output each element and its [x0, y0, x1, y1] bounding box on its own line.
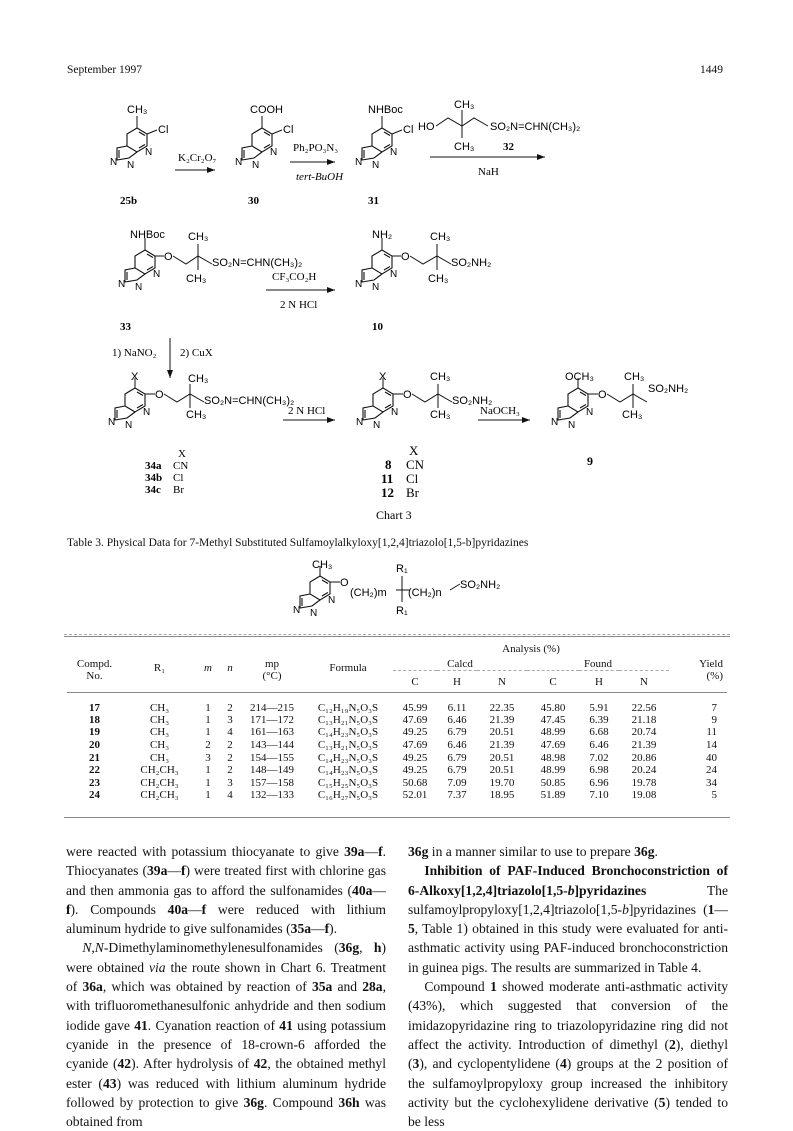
cell-no: 24	[89, 789, 100, 802]
header-no: No.	[86, 670, 103, 682]
cell-fc: 45.80	[540, 701, 566, 714]
body-left-column	[66, 842, 386, 1131]
header-found-c: C	[549, 675, 557, 688]
svg-text:34b: 34b	[145, 472, 163, 484]
cell-fc: 47.69	[540, 738, 566, 751]
structure-8-11-12	[356, 371, 492, 500]
structure-31	[355, 104, 413, 207]
cell-fn: 20.86	[631, 751, 657, 764]
table3-general-structure	[293, 559, 500, 619]
cell-cn: 21.39	[489, 713, 515, 726]
header-formula: Formula	[329, 662, 367, 674]
svg-text:(CH₂)n: (CH₂)n	[408, 587, 442, 599]
cell-r1: CH₂CH₃	[140, 764, 179, 777]
cell-y: 11	[706, 726, 717, 739]
cell-fc: 50.85	[540, 776, 566, 789]
cell-n: 2	[227, 751, 233, 764]
cell-formula: C₁₄H₂₃N₅O₃S	[317, 764, 379, 777]
svg-text:O: O	[340, 577, 349, 589]
header-r1: R₁	[153, 662, 166, 674]
table-row	[67, 739, 727, 752]
cell-cn: 18.95	[489, 789, 515, 802]
cell-ch: 6.46	[447, 738, 467, 751]
paragraph-r3: Compound 1 showed moderate anti-asthmatic activity (43%), which suggested that conversion of the imidazopyridazine ring to triazolopyridazine ring did not affect the activity. Introduction of dimethyl (2), diethyl (3), and cyclopentylidene (4) groups at the 2 position of the sulfamoylpropyloxy group increased the inhibitory activity but the cyclohexylidene derivative (5) tended to be less	[408, 979, 729, 1130]
svg-text:K₂Cr₂O₇: K₂Cr₂O₇	[178, 152, 217, 164]
svg-text:Br: Br	[406, 485, 419, 500]
svg-text:N: N	[356, 417, 364, 428]
cell-fn: 21.18	[631, 713, 657, 726]
cell-mp: 171—172	[250, 713, 294, 726]
svg-text:SO₂N=CHN(CH₃)₂: SO₂N=CHN(CH₃)₂	[490, 121, 581, 133]
svg-text:1) NaNO₂: 1) NaNO₂	[112, 347, 157, 359]
svg-text:OCH₃: OCH₃	[565, 371, 594, 383]
svg-text:12: 12	[381, 485, 394, 500]
label-9: 9	[587, 454, 593, 468]
cell-r1: CH₃	[149, 713, 170, 726]
svg-text:R₁: R₁	[396, 563, 408, 575]
cell-formula: C₁₆H₂₇N₅O₃S	[317, 789, 379, 802]
svg-text:N: N	[127, 160, 135, 171]
header-n: n	[227, 662, 233, 674]
structure-34	[108, 371, 294, 496]
svg-text:N: N	[372, 160, 380, 171]
svg-text:N: N	[143, 407, 151, 418]
label-31: 31	[368, 195, 379, 207]
cell-n: 4	[227, 726, 233, 739]
cell-fn: 20.74	[631, 726, 657, 739]
svg-text:11: 11	[381, 471, 394, 486]
table-row	[67, 714, 727, 727]
svg-text:N: N	[551, 417, 559, 428]
svg-text:Cl: Cl	[173, 472, 184, 484]
svg-text:Cl: Cl	[158, 124, 169, 136]
header-calcd-n: N	[498, 675, 506, 688]
svg-text:N: N	[110, 157, 118, 168]
svg-text:O: O	[403, 389, 412, 401]
cell-y: 34	[706, 776, 717, 789]
svg-text:O: O	[155, 389, 164, 401]
cell-cn: 20.51	[489, 726, 515, 739]
header-analysis: Analysis (%)	[502, 643, 560, 655]
cell-m: 1	[205, 789, 211, 802]
cell-y: 7	[711, 701, 717, 714]
label-32: 32	[503, 141, 514, 153]
svg-text:2) CuX: 2) CuX	[180, 347, 213, 359]
cell-r1: CH₃	[149, 738, 170, 751]
svg-text:CH₃: CH₃	[188, 373, 209, 385]
page-number: 1449	[700, 64, 723, 76]
header-found-h: H	[595, 675, 603, 688]
cell-fn: 22.56	[631, 701, 657, 714]
structure-32	[418, 99, 580, 153]
cell-mp: 214—215	[250, 701, 294, 714]
cell-fh: 6.68	[589, 726, 609, 739]
cell-n: 3	[227, 713, 233, 726]
header-found-n: N	[640, 675, 648, 688]
svg-text:NaOCH₃: NaOCH₃	[480, 405, 520, 417]
cell-fn: 20.24	[631, 764, 657, 777]
svg-text:N: N	[310, 608, 318, 619]
cell-r1: CH₃	[149, 726, 170, 739]
svg-text:Cl: Cl	[283, 124, 294, 136]
svg-text:34c: 34c	[145, 484, 161, 496]
cell-fh: 6.46	[589, 738, 609, 751]
cell-m: 2	[205, 738, 211, 751]
cell-ch: 7.37	[447, 789, 467, 802]
svg-text:CF₃CO₂H: CF₃CO₂H	[272, 271, 317, 283]
paragraph-l1: were reacted with potassium thiocyanate to give 39a—f. Thiocyanates (39a—f) were treated first with chlorine gas and then ammonia gas to afford the sulfonamides (40a—f). Compounds 40a—f were reduced with lithium aluminum hydride to give sulfonamides (35a—f).	[66, 844, 387, 937]
table-row	[67, 764, 727, 777]
cell-r1: CH₂CH₃	[140, 776, 179, 789]
svg-text:SO₂N=CHN(CH₃)₂: SO₂N=CHN(CH₃)₂	[212, 257, 303, 269]
svg-text:Br: Br	[173, 484, 184, 496]
svg-text:N: N	[118, 279, 126, 290]
structure-25b	[110, 104, 168, 207]
cell-ch: 7.09	[447, 776, 467, 789]
svg-text:X: X	[409, 443, 419, 458]
svg-text:Cl: Cl	[403, 124, 414, 136]
cell-y: 40	[706, 751, 717, 764]
header-compd: Compd.	[76, 658, 113, 670]
cell-m: 1	[205, 701, 211, 714]
cell-m: 1	[205, 713, 211, 726]
cell-no: 17	[89, 701, 100, 714]
cell-ch: 6.11	[447, 701, 467, 714]
svg-text:CH₃: CH₃	[624, 371, 645, 383]
cell-fh: 6.98	[589, 764, 609, 777]
svg-text:NaH: NaH	[478, 166, 499, 178]
svg-text:X: X	[178, 448, 186, 460]
table-row	[67, 693, 727, 714]
svg-text:N: N	[372, 282, 380, 293]
cell-fn: 19.78	[631, 776, 657, 789]
cell-no: 21	[89, 751, 100, 764]
paragraph-l2: N,N-Dimethylaminomethylenesulfonamides (36g, h) were obtained via the route shown in Chart 6. Treatment of 36a, which was obtained by reaction of 35a and 28a, with trifluoromethanesulfonic anhydride and then sodium iodide gave 41. Cyanation reaction of 41 using potassium cyanide in the presence of 18-crown-6 afforded the cyanide (42). After hydrolysis of 42, the obtained methyl ester (43) was reduced with lithium aluminum hydride followed by protection to give 36g. Compound 36h was obtained from	[66, 940, 387, 1130]
cell-r1: CH₂CH₃	[140, 789, 179, 802]
svg-text:N: N	[252, 160, 260, 171]
svg-text:CH₃: CH₃	[188, 231, 209, 243]
svg-text:COOH: COOH	[250, 104, 283, 116]
svg-text:SO₂NH₂: SO₂NH₂	[460, 579, 501, 591]
cell-m: 3	[205, 751, 211, 764]
cell-m: 1	[205, 776, 211, 789]
svg-text:SO₂NH₂: SO₂NH₂	[648, 383, 689, 395]
cell-mp: 154—155	[250, 751, 294, 764]
structure-10	[355, 229, 491, 333]
cell-y: 5	[711, 789, 717, 802]
cell-formula: C₁₃H₂₁N₅O₃S	[317, 738, 379, 751]
cell-r1: CH₃	[149, 701, 170, 714]
svg-text:N: N	[328, 595, 336, 606]
cell-fc: 48.99	[540, 726, 566, 739]
header-calcd: Calcd	[393, 658, 527, 671]
svg-text:N: N	[391, 407, 399, 418]
body-right-column	[408, 842, 728, 1131]
cell-mp: 143—144	[250, 738, 294, 751]
cell-n: 2	[227, 764, 233, 777]
cell-formula: C₁₄H₂₃N₅O₃S	[317, 726, 379, 739]
cell-fh: 6.39	[589, 713, 609, 726]
structure-9	[551, 371, 688, 468]
svg-text:CH₃: CH₃	[127, 104, 148, 116]
cell-cc: 47.69	[402, 713, 428, 726]
svg-text:X: X	[379, 371, 387, 383]
header-mp: mp	[264, 658, 280, 670]
cell-cn: 19.70	[489, 776, 515, 789]
paragraph-r1: 36g in a manner similar to use to prepare 36g.	[408, 844, 658, 859]
cell-cc: 50.68	[402, 776, 428, 789]
svg-text:CH₃: CH₃	[454, 99, 475, 111]
svg-text:CH₃: CH₃	[186, 409, 207, 421]
svg-text:(CH₂)m: (CH₂)m	[350, 587, 387, 599]
svg-text:Cl: Cl	[406, 471, 419, 486]
svg-text:X: X	[131, 371, 139, 383]
svg-text:CH₃: CH₃	[428, 273, 449, 285]
table3	[67, 640, 727, 802]
cell-formula: C₁₅H₂₅N₅O₃S	[317, 776, 379, 789]
chart-label: Chart 3	[376, 508, 412, 522]
header-calcd-c: C	[411, 675, 419, 688]
cell-cn: 20.51	[489, 751, 515, 764]
svg-text:N: N	[135, 282, 143, 293]
svg-text:O: O	[401, 251, 410, 263]
table-top-rule	[64, 634, 730, 635]
header-found: Found	[527, 658, 669, 671]
header-calcd-h: H	[453, 675, 461, 688]
cell-fn: 19.08	[631, 789, 657, 802]
table-top-rule-2	[64, 636, 730, 637]
cell-mp: 132—133	[250, 789, 294, 802]
svg-text:CH₃: CH₃	[312, 559, 333, 571]
svg-text:HO: HO	[418, 121, 435, 133]
cell-cn: 20.51	[489, 764, 515, 777]
svg-text:CN: CN	[173, 460, 189, 472]
cell-fh: 7.02	[589, 751, 609, 764]
cell-no: 20	[89, 738, 100, 751]
cell-formula: C₁₃H₂₁N₅O₃S	[317, 713, 379, 726]
svg-text:N: N	[125, 420, 133, 431]
table-row	[67, 776, 727, 789]
cell-fc: 48.98	[540, 751, 566, 764]
svg-text:O: O	[164, 251, 173, 263]
svg-text:N: N	[355, 157, 363, 168]
cell-y: 14	[706, 738, 717, 751]
svg-text:SO₂NH₂: SO₂NH₂	[452, 395, 493, 407]
cell-no: 18	[89, 713, 100, 726]
svg-text:NH₂: NH₂	[372, 229, 393, 241]
label-33: 33	[120, 321, 131, 333]
cell-m: 1	[205, 764, 211, 777]
cell-r1: CH₃	[149, 751, 170, 764]
cell-ch: 6.79	[447, 726, 467, 739]
header-yield-unit: (%)	[706, 670, 723, 682]
svg-text:N: N	[586, 407, 594, 418]
svg-text:N: N	[390, 269, 398, 280]
svg-text:2 N HCl: 2 N HCl	[280, 299, 318, 311]
svg-text:Ph₂PO₃N₃: Ph₂PO₃N₃	[293, 142, 339, 154]
svg-text:N: N	[153, 269, 161, 280]
svg-text:N: N	[108, 417, 116, 428]
cell-n: 2	[227, 738, 233, 751]
svg-text:CN: CN	[406, 457, 425, 472]
structure-30	[235, 104, 293, 207]
svg-text:N: N	[270, 147, 278, 158]
svg-text:N: N	[293, 605, 301, 616]
svg-text:2 N HCl: 2 N HCl	[288, 405, 326, 417]
cell-ch: 6.46	[447, 713, 467, 726]
svg-text:NHBoc: NHBoc	[130, 229, 165, 241]
svg-text:N: N	[568, 420, 576, 431]
cell-fc: 47.45	[540, 713, 566, 726]
cell-y: 24	[706, 764, 717, 777]
svg-text:SO₂NH₂: SO₂NH₂	[451, 257, 492, 269]
svg-text:CH₃: CH₃	[430, 371, 451, 383]
svg-text:CH₃: CH₃	[622, 409, 643, 421]
cell-fh: 5.91	[589, 701, 609, 714]
cell-cn: 22.35	[489, 701, 515, 714]
svg-text:O: O	[598, 389, 607, 401]
svg-text:tert-BuOH: tert-BuOH	[296, 171, 344, 183]
table-row	[67, 789, 727, 802]
cell-cc: 49.25	[402, 726, 428, 739]
header-mp-unit: (°C)	[262, 670, 282, 682]
svg-text:34a: 34a	[145, 460, 162, 472]
label-30: 30	[248, 195, 259, 207]
cell-y: 9	[711, 713, 717, 726]
svg-text:CH₃: CH₃	[454, 141, 475, 153]
table-row	[67, 726, 727, 739]
label-25b: 25b	[120, 195, 138, 207]
svg-text:8: 8	[385, 457, 392, 472]
cell-fc: 48.99	[540, 764, 566, 777]
cell-n: 2	[227, 701, 233, 714]
svg-text:NHBoc: NHBoc	[368, 104, 403, 116]
cell-cc: 47.69	[402, 738, 428, 751]
svg-text:N: N	[390, 147, 398, 158]
svg-text:SO₂N=CHN(CH₃)₂: SO₂N=CHN(CH₃)₂	[204, 395, 295, 407]
cell-no: 22	[89, 764, 100, 777]
header-m: m	[204, 662, 212, 674]
cell-ch: 6.79	[447, 751, 467, 764]
table-bottom-rule	[64, 817, 730, 818]
cell-fc: 51.89	[540, 789, 566, 802]
cell-cc: 49.25	[402, 764, 428, 777]
table3-caption: Table 3. Physical Data for 7-Methyl Substituted Sulfamoylalkyloxy[1,2,4]triazolo[1,5-b]pyridazines	[67, 537, 529, 549]
cell-fn: 21.39	[631, 738, 657, 751]
svg-text:CH₃: CH₃	[186, 273, 207, 285]
cell-cc: 45.99	[402, 701, 428, 714]
svg-text:N: N	[145, 147, 153, 158]
cell-no: 19	[89, 726, 100, 739]
svg-text:CH₃: CH₃	[430, 409, 451, 421]
cell-fh: 7.10	[589, 789, 609, 802]
cell-no: 23	[89, 776, 100, 789]
header-yield: Yield	[699, 658, 723, 670]
svg-text:CH₃: CH₃	[430, 231, 451, 243]
cell-cc: 52.01	[402, 789, 428, 802]
cell-n: 3	[227, 776, 233, 789]
cell-mp: 157—158	[250, 776, 294, 789]
cell-formula: C₁₄H₂₃N₅O₃S	[317, 751, 379, 764]
svg-text:R₁: R₁	[396, 605, 408, 617]
paragraph-r2: Inhibition of PAF-Induced Bronchoconstriction of 6-Alkoxy[1,2,4]triazolo[1,5-b]pyridazines The sulfamoylpropyloxy[1,2,4]triazolo[1,5-b]pyridazines (1—5, Table 1) obtained in this study were evaluated for anti-asthmatic activity using PAF-induced bronchoconstriction in guinea pigs. The results are summarized in Table 4.	[408, 863, 728, 975]
cell-mp: 161—163	[250, 726, 294, 739]
cell-mp: 148—149	[250, 764, 294, 777]
svg-text:N: N	[355, 279, 363, 290]
cell-formula: C₁₂H₁₉N₅O₃S	[317, 701, 379, 714]
table-row	[67, 751, 727, 764]
running-header-left: September 1997	[67, 64, 143, 76]
svg-text:N: N	[373, 420, 381, 431]
svg-text:N: N	[235, 157, 243, 168]
cell-cn: 21.39	[489, 738, 515, 751]
label-10: 10	[372, 321, 383, 333]
cell-cc: 49.25	[402, 751, 428, 764]
cell-n: 4	[227, 789, 233, 802]
cell-fh: 6.96	[589, 776, 609, 789]
cell-ch: 6.79	[447, 764, 467, 777]
cell-m: 1	[205, 726, 211, 739]
